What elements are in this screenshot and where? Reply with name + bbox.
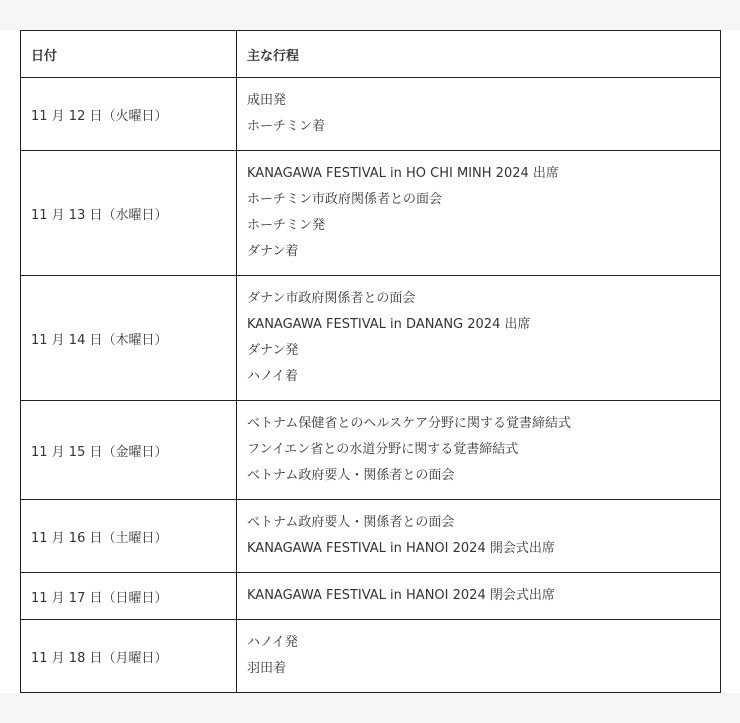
plan-cell xyxy=(237,620,721,693)
plan-cell xyxy=(237,401,721,500)
table-row xyxy=(21,573,721,620)
plan-cell xyxy=(237,573,721,620)
plan-cell xyxy=(237,78,721,151)
date-cell: 11 月 15 日（金曜日） xyxy=(21,401,237,500)
plan-item: 羽田着 xyxy=(247,661,287,676)
plan-item: ベトナム政府要人・関係者との面会 xyxy=(247,515,455,530)
itinerary-table xyxy=(20,30,721,693)
plan-cell xyxy=(237,276,721,401)
date-cell: 11 月 13 日（水曜日） xyxy=(21,151,237,276)
table-row xyxy=(21,401,721,500)
plan-item: ハノイ着 xyxy=(247,369,298,384)
plan-item: ホーチミン市政府関係者との面会 xyxy=(247,192,443,207)
plan-item: KANAGAWA FESTIVAL in HO CHI MINH 2024 出席 xyxy=(247,166,559,181)
table-row xyxy=(21,276,721,401)
plan-item: KANAGAWA FESTIVAL in HANOI 2024 閉会式出席 xyxy=(247,588,555,603)
date-cell: 11 月 16 日（土曜日） xyxy=(21,500,237,573)
date-cell: 11 月 17 日（日曜日） xyxy=(21,573,237,620)
plan-item: フンイエン省との水道分野に関する覚書締結式 xyxy=(247,442,519,457)
table-header-row xyxy=(21,31,721,78)
table-row xyxy=(21,620,721,693)
date-cell: 11 月 14 日（木曜日） xyxy=(21,276,237,401)
plan-item: ホーチミン着 xyxy=(247,119,326,134)
table-row xyxy=(21,151,721,276)
column-header-plan: 主な行程 xyxy=(237,31,721,78)
plan-item: KANAGAWA FESTIVAL in HANOI 2024 開会式出席 xyxy=(247,541,555,556)
column-header-date: 日付 xyxy=(21,31,237,78)
plan-cell xyxy=(237,151,721,276)
plan-item: ダナン発 xyxy=(247,343,299,358)
plan-item: ダナン着 xyxy=(247,244,299,259)
plan-item: KANAGAWA FESTIVAL in DANANG 2024 出席 xyxy=(247,317,531,332)
plan-cell xyxy=(237,500,721,573)
date-cell: 11 月 12 日（火曜日） xyxy=(21,78,237,151)
table-row xyxy=(21,78,721,151)
page-content xyxy=(0,30,740,693)
plan-item: ダナン市政府関係者との面会 xyxy=(247,291,416,306)
plan-item: 成田発 xyxy=(247,93,287,108)
plan-item: ハノイ発 xyxy=(247,635,298,650)
plan-item: ベトナム保健省とのヘルスケア分野に関する覚書締結式 xyxy=(247,416,571,431)
date-cell: 11 月 18 日（月曜日） xyxy=(21,620,237,693)
plan-item: ホーチミン発 xyxy=(247,218,326,233)
table-row xyxy=(21,500,721,573)
plan-item: ベトナム政府要人・関係者との面会 xyxy=(247,468,455,483)
